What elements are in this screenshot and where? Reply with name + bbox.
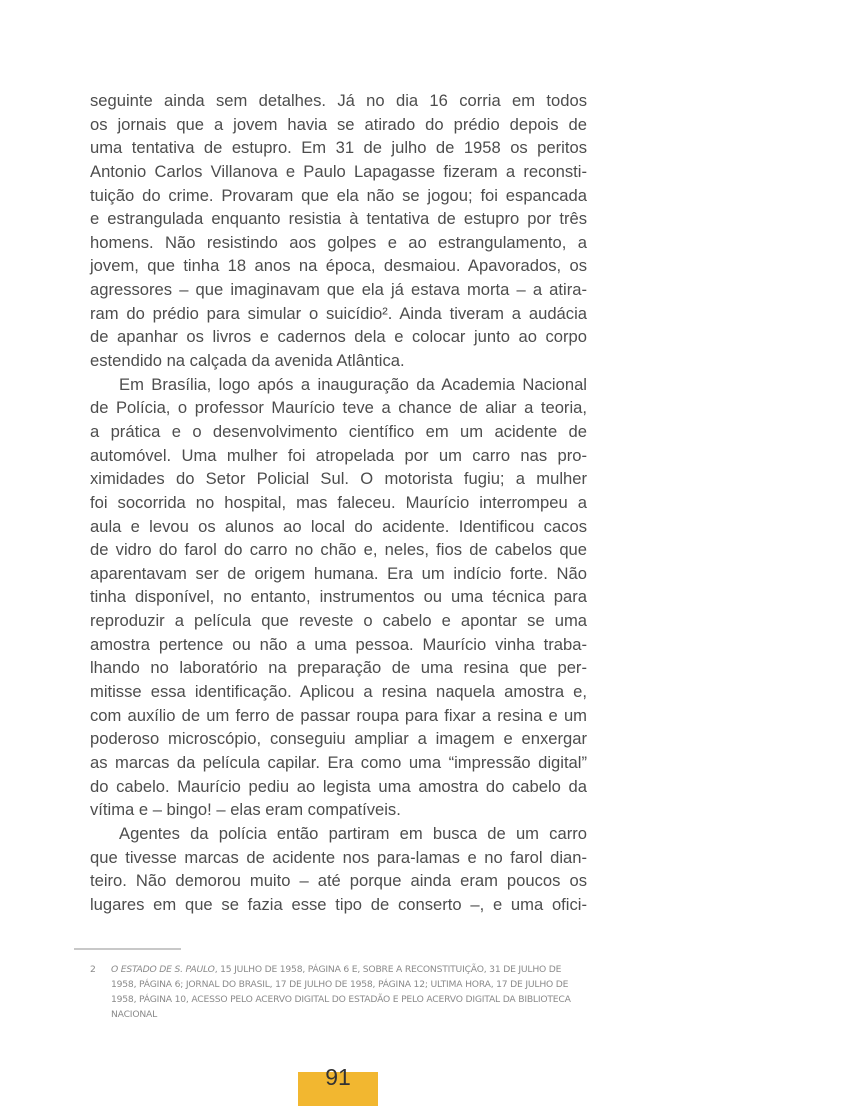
paragraph-line: Em Brasília, logo após a inauguração da Academia Nacional: [119, 374, 587, 394]
paragraph-line: uma tentativa de estupro. Em 31 de julho de 1958 os peritos: [90, 138, 587, 158]
paragraph-line: ximidades do Setor Policial Sul. O motorista fugiu; a mulher: [90, 469, 587, 489]
paragraph-line: tuição do crime. Provaram que ela não se jogou; foi espancada: [90, 185, 587, 205]
paragraph-line: tinha disponível, no entanto, instrumentos ou uma técnica para: [90, 587, 587, 607]
footnote-italic-source: O ESTADO DE S. PAULO: [111, 964, 215, 975]
paragraph-line: reproduzir a película que reveste o cabelo e apontar se uma: [90, 611, 587, 631]
paragraph-line: os jornais que a jovem havia se atirado do prédio depois de: [90, 114, 587, 134]
paragraph-line: a prática e o desenvolvimento científico em um acidente de: [90, 421, 587, 441]
paragraph-line: de Polícia, o professor Maurício teve a chance de aliar a teoria,: [90, 398, 587, 418]
footnote-line: NACIONAL: [111, 1009, 158, 1020]
footnote-number: 2: [90, 964, 96, 975]
paragraph-line: poderoso microscópio, conseguiu ampliar a imagem e enxergar: [90, 729, 587, 749]
paragraph-line: foi socorrida no hospital, mas faleceu. Maurício interrompeu a: [90, 492, 587, 512]
footnote-line: [111, 962, 591, 977]
paragraph-line: amostra pertence ou não a uma pessoa. Maurício vinha traba-: [90, 634, 587, 654]
paragraph-line: vítima e – bingo! – elas eram compatíveis.: [90, 800, 401, 820]
paragraph-line: jovem, que tinha 18 anos na época, desmaiou. Apavorados, os: [90, 256, 587, 276]
footnote-divider: [74, 948, 181, 950]
footnote-line: 1958, PÁGINA 6; JORNAL DO BRASIL, 17 DE JULHO DE 1958, PÁGINA 12; ULTIMA HORA, 17 DE JULHO DE: [111, 979, 569, 990]
footnote-line: 1958, PÁGINA 10, ACESSO PELO ACERVO DIGITAL DO ESTADÃO E PELO ACERVO DIGITAL DA BIBLIOTECA: [111, 994, 571, 1005]
paragraph-line: que tivesse marcas de acidente nos para-lamas e no farol dian-: [90, 847, 587, 867]
paragraph-line: lugares em que se fazia esse tipo de conserto –, e uma ofici-: [90, 894, 587, 914]
paragraph-line: Agentes da polícia então partiram em busca de um carro: [119, 823, 587, 843]
paragraph-line: de vidro do farol do carro no chão e, neles, fios de cabelos que: [90, 540, 587, 560]
paragraph-line: mitisse essa identificação. Aplicou a resina naquela amostra e,: [90, 682, 587, 702]
paragraph-line: do cabelo. Maurício pediu ao legista uma amostra do cabelo da: [90, 776, 587, 796]
paragraph-line: as marcas da película capilar. Era como uma “impressão digital”: [90, 752, 587, 772]
paragraph-line: automóvel. Uma mulher foi atropelada por um carro nas pro-: [90, 445, 587, 465]
paragraph-line: e estrangulada enquanto resistia à tentativa de estupro por três: [90, 209, 587, 229]
paragraph-line: seguinte ainda sem detalhes. Já no dia 16 corria em todos: [90, 91, 587, 110]
paragraph-line: estendido na calçada da avenida Atlântica.: [90, 351, 405, 371]
paragraph-line: de apanhar os livros e cadernos dela e colocar junto ao corpo: [90, 327, 587, 347]
paragraph-line: lhando no laboratório na preparação de uma resina que per-: [90, 658, 587, 678]
footnote-text: [111, 962, 591, 1022]
paragraph-line: aparentavam ser de origem humana. Era um indício forte. Não: [90, 563, 587, 583]
paragraph-line: teiro. Não demorou muito – até porque ainda eram poucos os: [90, 871, 587, 891]
footnote-line-text: , 15 JULHO DE 1958, PÁGINA 6 E, SOBRE A RECONSTITUIÇÃO, 31 DE JULHO DE: [214, 964, 562, 975]
paragraph-line: ram do prédio para simular o suicídio². Ainda tiveram a audácia: [90, 303, 587, 323]
paragraph-line: Antonio Carlos Villanova e Paulo Lapagasse fizeram a reconsti-: [90, 161, 587, 181]
body-text: [90, 89, 587, 916]
paragraph-line: aula e levou os alunos ao local do acidente. Identificou cacos: [90, 516, 587, 536]
paragraph-line: homens. Não resistindo aos golpes e ao estrangulamento, a: [90, 232, 587, 252]
paragraph-line: agressores – que imaginavam que ela já estava morta – a atira-: [90, 280, 587, 300]
page-number: 91: [325, 1064, 351, 1090]
paragraph-line: com auxílio de um ferro de passar roupa para fixar a resina e um: [90, 705, 587, 725]
